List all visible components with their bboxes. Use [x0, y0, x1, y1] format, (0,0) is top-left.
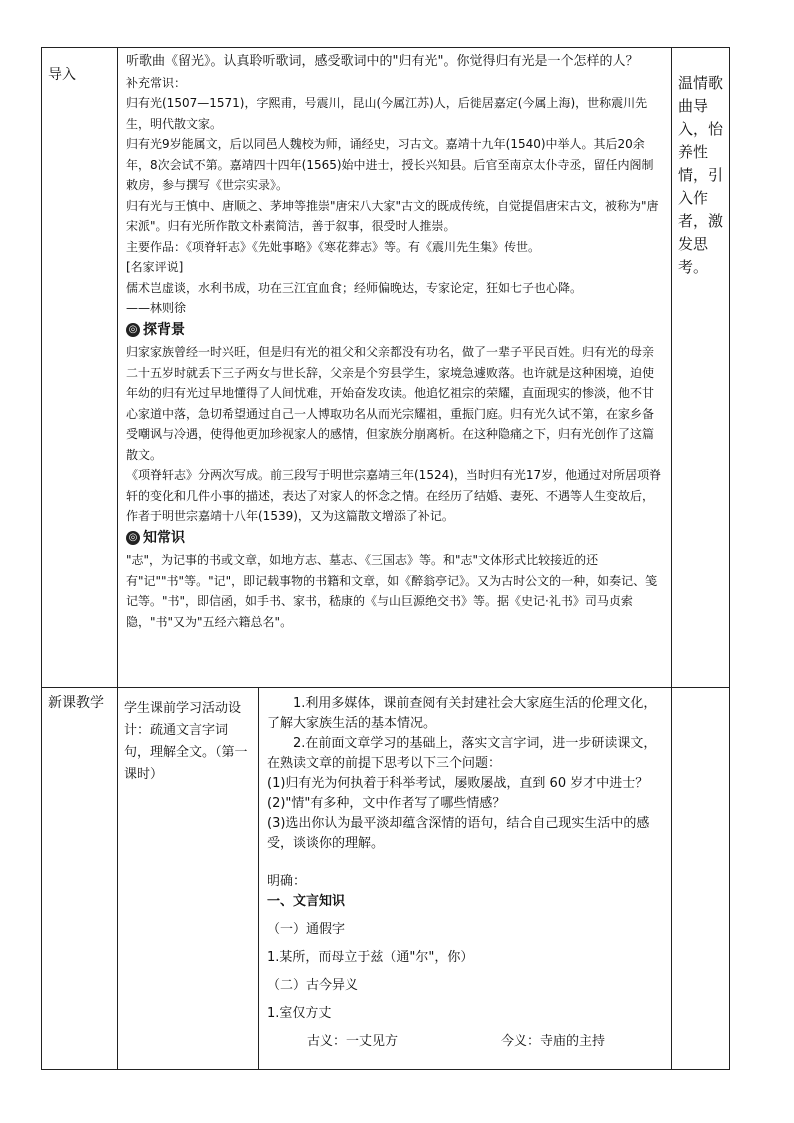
supplement-line-1: 归有光(1507—1571)，字熙甫，号震川，昆山(今属江苏)人，后徙居嘉定(今属上海)，世称震川先生，明代散文家。 — [126, 96, 648, 131]
section-classical-knowledge: 一、文言知识 — [267, 894, 346, 909]
question-1: (1)归有光为何执着于科举考试，屡败屡战，直到 60 岁才中进士？ — [267, 776, 649, 791]
stage-label-intro: 导入 — [48, 67, 76, 83]
knowledge-heading — [126, 528, 665, 549]
activity-design-label: 学生课前学习活动设计：疏通文言字词句，理解全文。（第一课时） — [124, 701, 248, 782]
supplement-line-4: 主要作品：《项脊轩志》《先妣事略》《寒花葬志》等。有《震川先生集》传世。 — [126, 239, 541, 254]
spacer — [267, 854, 665, 872]
supplement-line-2: 归有光9岁能属文，后以同邑人魏校为师，诵经史，习古文。嘉靖十九年(1540)中举人。其后20余年，8次会试不第。嘉靖四十四年(1565)始中进士，授长兴知县。后官至南京太仆寺丞，留任内阁制敕房，参与撰写《世宗实录》。 — [126, 137, 654, 192]
lesson-content — [259, 688, 671, 1056]
modern-meaning: 今义：寺庙的主持 — [500, 1034, 605, 1049]
question-3: (3)选出你认为最平淡却蕴含深情的语句，结合自己现实生活中的感受，谈谈你的理解。 — [267, 816, 650, 851]
ancient-meaning: 古义：一丈见方 — [307, 1034, 399, 1049]
subsection-tongjiazi: （一）通假字 — [267, 922, 346, 937]
question-2: (2)"情"有多种，文中作者写了哪些情感？ — [267, 796, 506, 811]
table-row-intro — [42, 48, 730, 688]
task-1: 1.利用多媒体，课前查阅有关封建社会大家庭生活的伦理文化，了解大家族生活的基本情况。 — [267, 696, 657, 731]
critique-author: ——林则徐 — [126, 301, 187, 315]
lesson-plan-table — [41, 47, 730, 1070]
circle-bullet-icon: ◎ — [126, 531, 140, 545]
task-2: 2.在前面文章学习的基础上，落实文言字词，进一步研读课文，在熟读文章的前提下思考以下三个问题： — [267, 736, 657, 771]
intent-cell — [672, 48, 730, 688]
background-text-2: 《项脊轩志》分两次写成。前三段写于明世宗嘉靖三年(1524)，当时归有光17岁，他通过对所居项脊轩的变化和几件小事的描述，表达了对家人的怀念之情。在经历了结婚、妻死、不遇等人生变故后，作者于明世宗嘉靖十八年(1539)，又为这篇散文增添了补记。 — [126, 468, 662, 523]
answer-label: 明确： — [267, 874, 307, 889]
stage-cell — [42, 688, 118, 1070]
circle-bullet-icon: ◎ — [126, 323, 140, 337]
critique-text: 儒术岂虚谈，水利书成，功在三江宜血食；经师偏晚达，专家论定，狂如七子也心降。 — [126, 280, 583, 295]
knowledge-text: "志"，为记事的书或文章，如地方志、墓志、《三国志》等。和"志"文体形式比较接近的还有"记""书"等。"记"，即记载事物的书籍和文章，如《醉翁亭记》。又为古时公文的一种，如奏记、笺记等。"书"，即信函，如手书、家书，嵇康的《与山巨源绝交书》等。据《史记·礼书》司马贞索隐，"书"又为"五经六籍总名"。 — [126, 553, 658, 629]
background-text: 归家家族曾经一时兴旺，但是归有光的祖父和父亲都没有功名，做了一辈子平民百姓。归有光的母亲二十五岁时就丢下三子两女与世长辞，父亲是个穷县学生，家境急遽败落。也许就是这种困境，迫使年幼的归有光过早地懂得了人间忧难，开始奋发攻读。他追忆祖宗的荣耀，直面现实的惨淡，他不甘心家道中落，急切希望通过自己一人博取功名从而光宗耀祖，重振门庭。归有光久试不第，在家乡备受嘲讽与冷遇，使得他更加珍视家人的感情，但家族分崩离析。在这种隐痛之下，归有光创作了这篇散文。 — [126, 345, 655, 462]
background-title: 探背景 — [143, 321, 185, 338]
stage-label-new-lesson: 新课教学 — [48, 695, 104, 711]
meaning-compare — [267, 1032, 665, 1052]
supplement-title: 补充常识： — [126, 75, 187, 90]
intent-cell-empty — [672, 688, 730, 1070]
intro-question: 听歌曲《留光》。认真聆听歌词，感受歌词中的"归有光"。你觉得归有光是一个怎样的人？ — [126, 54, 639, 69]
stage-cell — [42, 48, 118, 688]
gujin-item-1: 1.室仅方丈 — [267, 1006, 332, 1021]
supplement-line-3: 归有光与王慎中、唐顺之、茅坤等推崇"唐宋八大家"古文的既成传统，自觉提倡唐宋古文，被称为"唐宋派"。归有光所作散文朴素简洁，善于叙事，很受时人推崇。 — [126, 198, 659, 233]
intent-note: 温情歌曲导入，怡养性情，引入作者，激发思考。 — [678, 74, 724, 276]
subsection-gujin-yiyi: （二）古今异义 — [267, 978, 359, 993]
knowledge-title: 知常识 — [143, 529, 185, 546]
intro-content-cell — [118, 48, 672, 688]
intro-content — [118, 48, 671, 636]
activity-design-cell — [118, 688, 259, 1070]
table-row-new-lesson — [42, 688, 730, 1070]
tongjiazi-item-1: 1.某所，而母立于兹（通"尔"，你） — [267, 950, 474, 965]
critique-title: [名家评说] — [126, 260, 184, 274]
background-heading — [126, 320, 665, 341]
lesson-content-cell — [259, 688, 672, 1070]
